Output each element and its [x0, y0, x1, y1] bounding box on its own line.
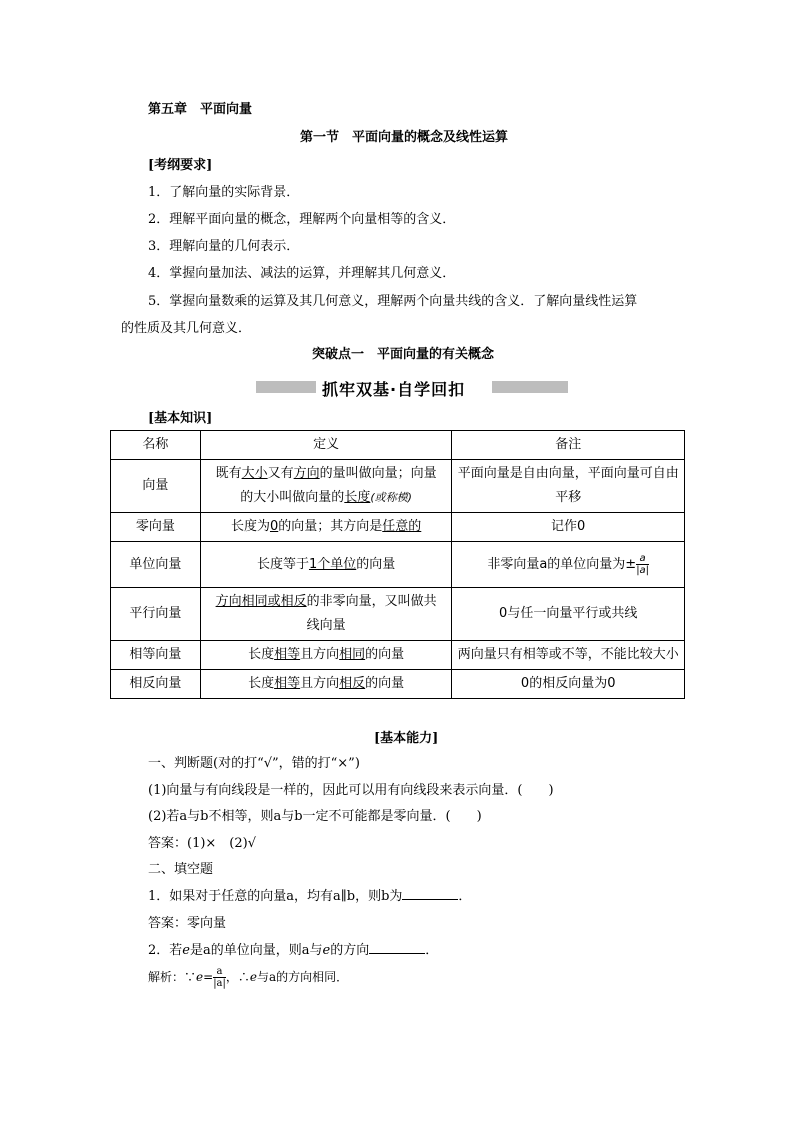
def-text: 的向量 — [365, 647, 405, 662]
row-name: 单位向量 — [111, 542, 201, 588]
fraction-denominator: |a| — [636, 564, 650, 576]
row-note — [452, 542, 685, 588]
unit-vector-fraction — [636, 553, 649, 576]
row-definition — [200, 542, 452, 588]
table-row — [111, 460, 685, 513]
fill-question-2 — [148, 939, 438, 958]
row-note: 两向量只有相等或不等，不能比较大小 — [452, 641, 685, 670]
solution-text: ，∴ — [225, 970, 250, 984]
row-name: 平行向量 — [111, 588, 201, 641]
solution-fraction — [213, 966, 226, 989]
note-text: 非零向量a的单位向量为± — [487, 556, 637, 572]
concept-table — [110, 430, 685, 699]
table-row — [111, 542, 685, 588]
basic-knowledge-heading: [基本知识] — [148, 411, 213, 426]
header-cell: 名称 — [111, 431, 201, 460]
row-definition — [200, 588, 452, 641]
answer-blank — [402, 899, 458, 900]
def-key: 相反 — [339, 676, 366, 691]
question-text: 2．若 — [148, 943, 183, 958]
question-end: ． — [425, 943, 439, 958]
fill-answer-1: 答案：零向量 — [148, 916, 227, 931]
def-key: 1个单位 — [308, 556, 357, 572]
header-cell: 定义 — [200, 431, 452, 460]
section-banner — [256, 377, 568, 397]
row-definition — [200, 641, 452, 670]
table-row — [111, 670, 685, 699]
def-text: 又有 — [267, 466, 294, 481]
row-note: 平面向量是自由向量，平面向量可自由平移 — [452, 460, 685, 513]
symbol-e: e — [196, 970, 204, 984]
syllabus-heading: [考纲要求] — [148, 158, 213, 173]
row-note: 记作0 — [452, 513, 685, 542]
def-key: 相等 — [274, 676, 301, 691]
fraction-numerator: a — [213, 966, 226, 978]
breakthrough-title: 突破点一 平面向量的有关概念 — [312, 347, 495, 362]
syllabus-item: 1．了解向量的实际背景． — [148, 185, 300, 200]
def-key: 相同 — [339, 647, 366, 662]
solution-text: 解析：∵ — [148, 970, 197, 984]
def-key: 长度 — [344, 490, 371, 505]
def-text: 的量叫做向量；向量 — [319, 466, 437, 481]
judge-question-1: (1)向量与有向线段是一样的，因此可以用有向线段来表示向量．( ) — [148, 783, 554, 798]
syllabus-item: 3．理解向量的几何表示． — [148, 239, 300, 254]
def-text: 长度 — [248, 647, 275, 662]
table-row — [111, 588, 685, 641]
judge-answer: 答案：(1)× (2)√ — [148, 836, 257, 851]
banner-text: 抓牢双基·自学回扣 — [322, 380, 466, 399]
def-key: 方向 — [293, 466, 320, 481]
solution-text: 与a的方向相同． — [257, 970, 349, 984]
def-text: 线向量 — [306, 618, 346, 633]
table-header-row — [111, 431, 685, 460]
row-definition — [200, 670, 452, 699]
answer-blank — [369, 953, 425, 954]
solution-text: = — [203, 970, 214, 984]
row-definition — [200, 460, 452, 513]
syllabus-item: 4．掌握向量加法、减法的运算，并理解其几何意义． — [148, 266, 456, 281]
row-note: 0的相反向量为0 — [452, 670, 685, 699]
banner-bar-right — [492, 381, 568, 393]
row-note: 0与任一向量平行或共线 — [452, 588, 685, 641]
def-key: 任意的 — [382, 519, 422, 534]
question-text: 1．如果对于任意的向量a，均有a∥b，则b为 — [148, 889, 403, 904]
def-text: 的向量 — [356, 556, 396, 572]
def-text: 长度 — [248, 676, 275, 691]
judge-question-2: (2)若a与b不相等，则a与b一定不可能都是零向量．( ) — [148, 809, 482, 824]
def-key: 大小 — [241, 466, 268, 481]
symbol-e: e — [322, 943, 331, 958]
fill-heading: 二、填空题 — [148, 862, 214, 877]
def-key: 方向相同或相反 — [215, 594, 307, 609]
table-row — [111, 513, 685, 542]
def-text: 长度等于 — [256, 556, 309, 572]
def-text: 的向量 — [365, 676, 405, 691]
row-name: 相等向量 — [111, 641, 201, 670]
row-name: 相反向量 — [111, 670, 201, 699]
fill-question-1 — [148, 885, 471, 904]
question-end: ． — [458, 889, 472, 904]
symbol-e: e — [249, 970, 258, 984]
syllabus-item: 5．掌握向量数乘的运算及其几何意义，理解两个向量共线的含义．了解向量线性运算 — [148, 294, 638, 309]
fill-solution-2 — [148, 966, 348, 989]
def-aside: (或称模) — [370, 491, 412, 504]
question-text: 的方向 — [330, 943, 370, 958]
fraction-denominator: |a| — [213, 978, 226, 989]
basic-ability-heading: [基本能力] — [374, 731, 439, 746]
def-key: 0 — [269, 519, 279, 534]
row-name: 零向量 — [111, 513, 201, 542]
def-text: 的大小叫做向量的 — [240, 490, 345, 505]
syllabus-item: 的性质及其几何意义． — [121, 321, 252, 336]
def-text: 的向量；其方向是 — [278, 519, 383, 534]
def-text: 且方向 — [300, 647, 340, 662]
question-text: 是a的单位向量，则a与 — [189, 943, 323, 958]
def-key: 相等 — [274, 647, 301, 662]
table-row — [111, 641, 685, 670]
banner-bar-left — [256, 381, 316, 393]
def-text: 的非零向量，又叫做共 — [306, 594, 437, 609]
section-title: 第一节 平面向量的概念及线性运算 — [300, 130, 509, 145]
chapter-title: 第五章 平面向量 — [148, 102, 253, 117]
fraction-numerator: a — [636, 553, 649, 565]
row-name: 向量 — [111, 460, 201, 513]
header-cell: 备注 — [452, 431, 685, 460]
def-text: 既有 — [215, 466, 242, 481]
judge-heading: 一、判断题(对的打“√”，错的打“×”) — [148, 756, 360, 771]
row-definition — [200, 513, 452, 542]
def-text: 且方向 — [300, 676, 340, 691]
syllabus-item: 2．理解平面向量的概念，理解两个向量相等的含义． — [148, 212, 456, 227]
def-text: 长度为 — [230, 519, 270, 534]
symbol-e: e — [182, 943, 190, 958]
